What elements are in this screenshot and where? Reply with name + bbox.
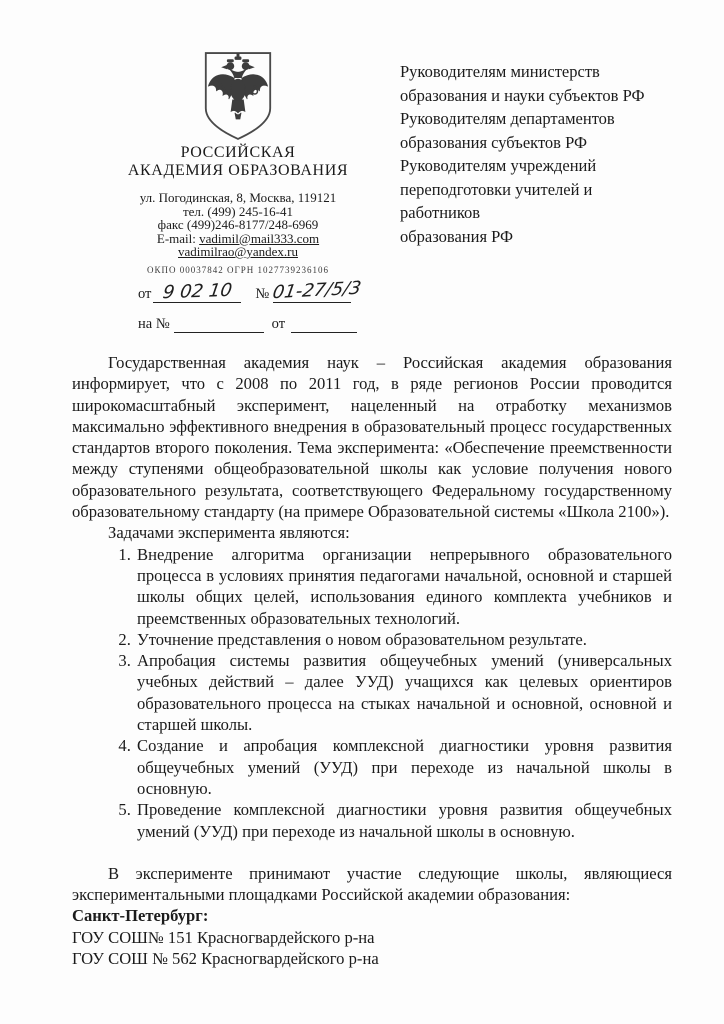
city-heading: Санкт-Петербург: [72, 906, 209, 926]
email-primary: vadimil@mail333.com [199, 230, 320, 246]
outgoing-number-label: № [255, 285, 270, 302]
task-item: 3. Апробация системы развития общеучебных умений (универсальных учебных действий – далее УУД) учащихся как целевых ориентиров образовательного процесса на стыках начальной и основной, основной и старшей школы. [135, 650, 672, 735]
recipient-line: Руководителям министерств [400, 62, 600, 81]
task-item: 2. Уточнение представления о новом образовательном результате. [135, 629, 672, 650]
email-secondary: vadimilrao@yandex.ru [178, 244, 298, 259]
tasks-list [72, 544, 672, 842]
contact-block [112, 191, 364, 259]
org-name-line1: РОССИЙСКАЯ [180, 144, 296, 161]
incoming-number-field [174, 313, 264, 333]
email-line-primary [112, 232, 364, 246]
recipient-line: Руководителям учреждений [400, 156, 597, 175]
task-item: 4. Создание и апробация комплексной диагностики уровня развития общеучебных умений (УУД) при переходе из начальной школы в основную. [135, 735, 672, 799]
outgoing-number-field [271, 277, 363, 303]
reference-block [112, 277, 364, 333]
letter-body [72, 352, 672, 969]
recipient-line: образования РФ [400, 226, 514, 246]
phone-line: тел. (499) 245-16-41 [182, 203, 293, 219]
fax-line: факс (499)246-8177/248-6969 [157, 217, 319, 232]
outgoing-date-label: от [138, 285, 152, 302]
email-line-secondary [112, 245, 364, 259]
task-item: 5. Проведение комплексной диагностики уровня развития общеучебных умений (УУД) при переходе из начальной школы в основную. [135, 799, 672, 842]
outgoing-date-field [153, 279, 241, 303]
recipient-line: Руководителям департаментов [400, 109, 615, 128]
address-line: ул. Погодинская, 8, Москва, 119121 [139, 190, 337, 205]
recipient-line: переподготовки учителей и [400, 179, 593, 199]
incoming-number-label: на № [138, 315, 170, 332]
org-name [112, 144, 364, 180]
recipient-line: образования и науки субъектов РФ [400, 85, 645, 105]
school-line: ГОУ СОШ№ 151 Красногвардейского р-на [72, 927, 375, 947]
recipient-line: образования субъектов РФ [400, 132, 588, 152]
tasks-heading: Задачами эксперимента являются: [108, 523, 350, 543]
handwritten-date: 9 02 10 [161, 279, 234, 303]
outgoing-ref-row [138, 277, 364, 303]
incoming-ref-row [138, 313, 364, 333]
registry-codes: ОКПО 00037842 ОГРН 1027739236106 [147, 264, 329, 275]
schools-paragraph: В эксперименте принимают участие следующие школы, являющиеся экспериментальными площадками Российской академии образования: [72, 863, 672, 905]
school-line: ГОУ СОШ № 562 Красногвардейского р-на [72, 949, 379, 969]
task-item: 1. Внедрение алгоритма организации непрерывного образовательного процесса в условиях принятия педагогами начальной, основной и старшей школы общих целей, использования единого комплекта учебников и преемственных образовательных технологий. [135, 544, 672, 629]
incoming-date-field [291, 313, 357, 333]
org-name-line2: АКАДЕМИЯ ОБРАЗОВАНИЯ [127, 162, 349, 179]
intro-paragraph: Государственная академия наук – Российская академия образования информирует, что с 2008 по 2011 год, в ряде регионов России проводится широкомасштабный эксперимент, нацеленный на отработку механизмов максимально эффективного внедрения в образовательный процесс государственных стандартов второго поколения. Тема эксперимента: «Обеспечение преемственности между ступенями общеобразовательной школы как условие получения нового образовательного результата, соответствующего Федеральному государственному образовательному стандарту (на примере Образовательной системы «Школа 2100»). [72, 353, 672, 522]
incoming-date-label: от [271, 315, 286, 332]
recipients-block [400, 60, 685, 248]
letterhead [112, 50, 364, 333]
double-headed-eagle-emblem-icon [195, 50, 281, 142]
handwritten-number: 01-27/5/3 [271, 277, 363, 303]
email-label: E-mail: [156, 230, 196, 246]
recipient-line: работников [400, 203, 481, 222]
